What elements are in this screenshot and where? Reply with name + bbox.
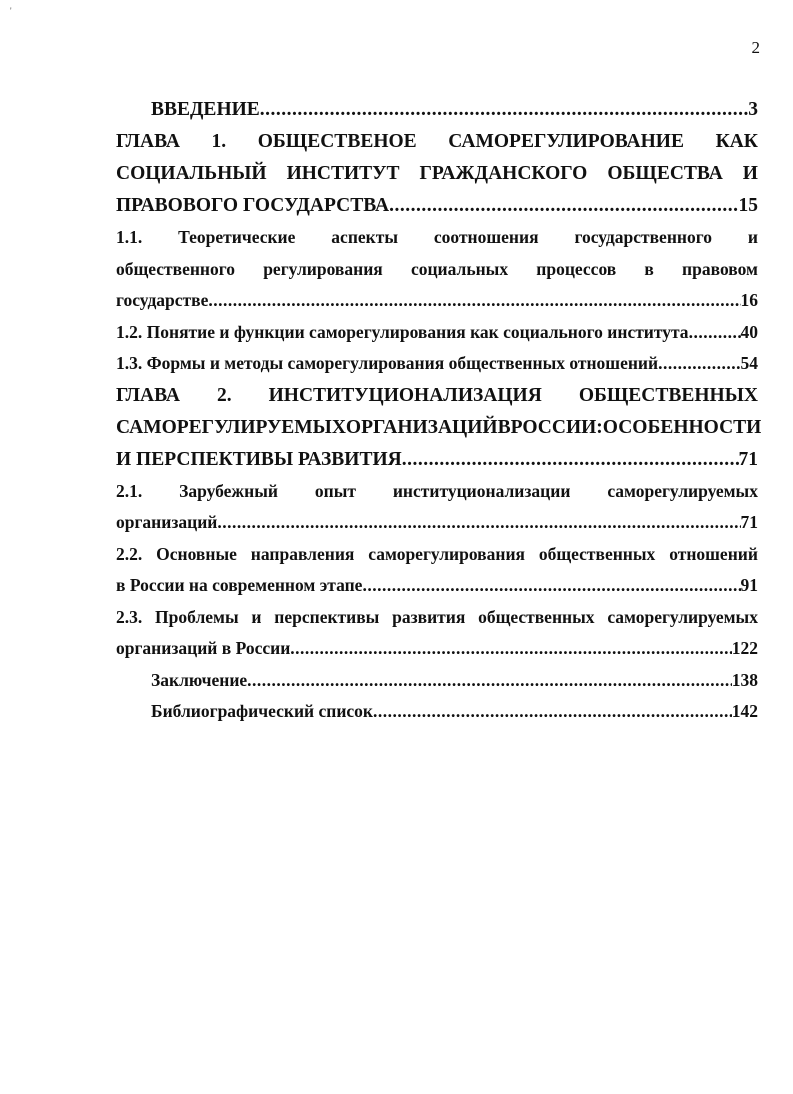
toc-section-2-3-line-2[interactable] — [116, 633, 758, 665]
toc-word: перспективы — [274, 606, 380, 627]
toc-leader — [658, 348, 740, 380]
toc-leader — [402, 444, 739, 476]
toc-word: и — [251, 606, 262, 627]
toc-chapter-2-line-3[interactable] — [116, 444, 758, 476]
toc-word: 1. — [211, 131, 227, 152]
toc-word: ГЛАВА — [116, 384, 180, 406]
toc-leader — [689, 317, 741, 349]
toc-label: в России на современном этапе — [116, 575, 363, 595]
toc-word: ОБЩЕСТВЕНОЕ — [257, 131, 417, 152]
toc-word: ОБЩЕСТВЕННЫХ — [578, 384, 758, 406]
toc-page-number: 71 — [738, 448, 758, 470]
toc-section-2-2-line-2[interactable] — [116, 570, 758, 602]
toc-word: КАК — [715, 131, 758, 152]
toc-word: 2. — [216, 384, 232, 406]
toc-word: опыт — [314, 480, 356, 501]
toc-section-2-1-line-1[interactable] — [116, 476, 758, 508]
toc-page-number: 16 — [740, 290, 758, 310]
toc-word: ГРАЖДАНСКОГО — [419, 163, 588, 184]
toc-word: ИНСТИТУТ — [286, 163, 400, 184]
toc-chapter-2-line-2[interactable] — [116, 412, 762, 444]
toc-leader — [247, 665, 732, 697]
toc-section-1-1-line-2[interactable] — [116, 254, 758, 286]
toc-word: саморегулируемых — [607, 606, 758, 627]
toc-word: 2.1. — [116, 480, 143, 501]
toc-word: общественных — [478, 606, 595, 627]
toc-word: Зарубежный — [179, 480, 278, 501]
toc-word: саморегулирования — [368, 543, 525, 564]
toc-word: 1.1. — [116, 227, 143, 247]
toc-label: 1.3. Формы и методы саморегулирования общественных отношений — [116, 353, 659, 373]
toc-word: отношений — [669, 543, 758, 564]
toc-section-2-3-line-1[interactable] — [116, 602, 758, 634]
toc-leader — [373, 696, 732, 728]
toc-word: Основные — [156, 543, 237, 564]
toc-page-number: 142 — [731, 701, 758, 721]
toc-section-1-1-line-3[interactable] — [116, 285, 758, 317]
toc-word: 2.2. — [116, 543, 143, 564]
toc-entry-bibliography[interactable] — [116, 696, 758, 728]
toc-word: САМОРЕГУЛИРОВАНИЕ — [448, 131, 684, 152]
toc-label: ВВЕДЕНИЕ — [151, 99, 260, 120]
toc-word: И — [742, 163, 758, 184]
toc-word: государственного — [574, 227, 712, 247]
toc-word: общественного — [116, 258, 236, 279]
scan-speck: ' — [10, 6, 12, 16]
toc-word: аспекты — [331, 227, 399, 247]
toc-word: ОСОБЕННОСТИ — [602, 416, 762, 438]
toc-word: и — [747, 227, 758, 247]
toc-label: Заключение — [151, 669, 248, 690]
toc-chapter-2-line-1[interactable] — [116, 380, 758, 412]
toc-leader — [389, 190, 738, 222]
toc-leader — [362, 570, 740, 602]
toc-leader — [290, 633, 731, 665]
toc-page-number: 71 — [740, 512, 758, 532]
toc-word: Проблемы — [155, 606, 239, 627]
toc-word: направления — [250, 543, 355, 564]
toc-word: ГЛАВА — [116, 131, 180, 152]
toc-word: 2.3. — [116, 606, 143, 627]
toc-page-number: 3 — [748, 99, 758, 120]
page-number: 2 — [751, 38, 760, 57]
toc-word: институционализации — [392, 480, 571, 501]
toc-word: регулирования — [263, 258, 383, 279]
toc-word: ИНСТИТУЦИОНАЛИЗАЦИЯ — [268, 384, 542, 406]
toc-word: социальных — [410, 258, 509, 279]
toc-page-number: 40 — [740, 321, 758, 342]
toc-section-1-3[interactable] — [116, 348, 758, 380]
toc-entry-conclusion[interactable] — [116, 665, 758, 697]
toc-section-1-1-line-1[interactable] — [116, 222, 758, 254]
toc-label: организаций — [116, 512, 218, 532]
toc-page-number: 138 — [731, 669, 758, 690]
toc-leader — [260, 94, 748, 126]
toc-label: организаций в России — [116, 638, 291, 658]
toc-word: В — [497, 416, 511, 438]
toc-section-2-1-line-2[interactable] — [116, 507, 758, 539]
toc-section-1-2[interactable] — [116, 317, 758, 349]
toc-word: РОССИИ: — [510, 416, 603, 438]
toc-page-number: 122 — [731, 638, 758, 658]
toc-entry-introduction[interactable] — [116, 94, 758, 126]
toc-word: общественных — [538, 543, 656, 564]
toc-word: процессов — [536, 258, 617, 279]
toc-label: И ПЕРСПЕКТИВЫ РАЗВИТИЯ — [116, 448, 402, 470]
toc-label: Библиографический список — [151, 701, 374, 721]
toc-chapter-1-line-2[interactable] — [116, 158, 758, 190]
toc-leader — [208, 285, 740, 317]
toc-section-2-2-line-1[interactable] — [116, 539, 758, 571]
toc-word: соотношения — [433, 227, 539, 247]
toc-chapter-1-line-3[interactable] — [116, 190, 758, 222]
toc-label: 1.2. Понятие и функции саморегулирования как социального института — [116, 321, 689, 342]
toc-page-number: 54 — [740, 353, 758, 373]
toc-word: ОРГАНИЗАЦИЙ — [345, 416, 498, 438]
toc-word: развития — [392, 606, 466, 627]
toc-word: в — [644, 258, 654, 279]
toc-word: саморегулируемых — [607, 480, 758, 501]
toc-word: СОЦИАЛЬНЫЙ — [116, 163, 267, 184]
toc-label: государстве — [116, 290, 209, 310]
toc-page-number: 15 — [738, 195, 758, 216]
table-of-contents — [116, 94, 762, 728]
toc-word: ОБЩЕСТВА — [607, 163, 723, 184]
toc-word: Теоретические — [178, 227, 296, 247]
toc-word: правовом — [682, 258, 758, 279]
toc-word: САМОРЕГУЛИРУЕМЫХ — [116, 416, 346, 438]
toc-leader — [217, 507, 740, 539]
toc-chapter-1-line-1[interactable] — [116, 126, 758, 158]
toc-label: ПРАВОВОГО ГОСУДАРСТВА — [116, 195, 390, 216]
toc-page-number: 91 — [740, 575, 758, 595]
